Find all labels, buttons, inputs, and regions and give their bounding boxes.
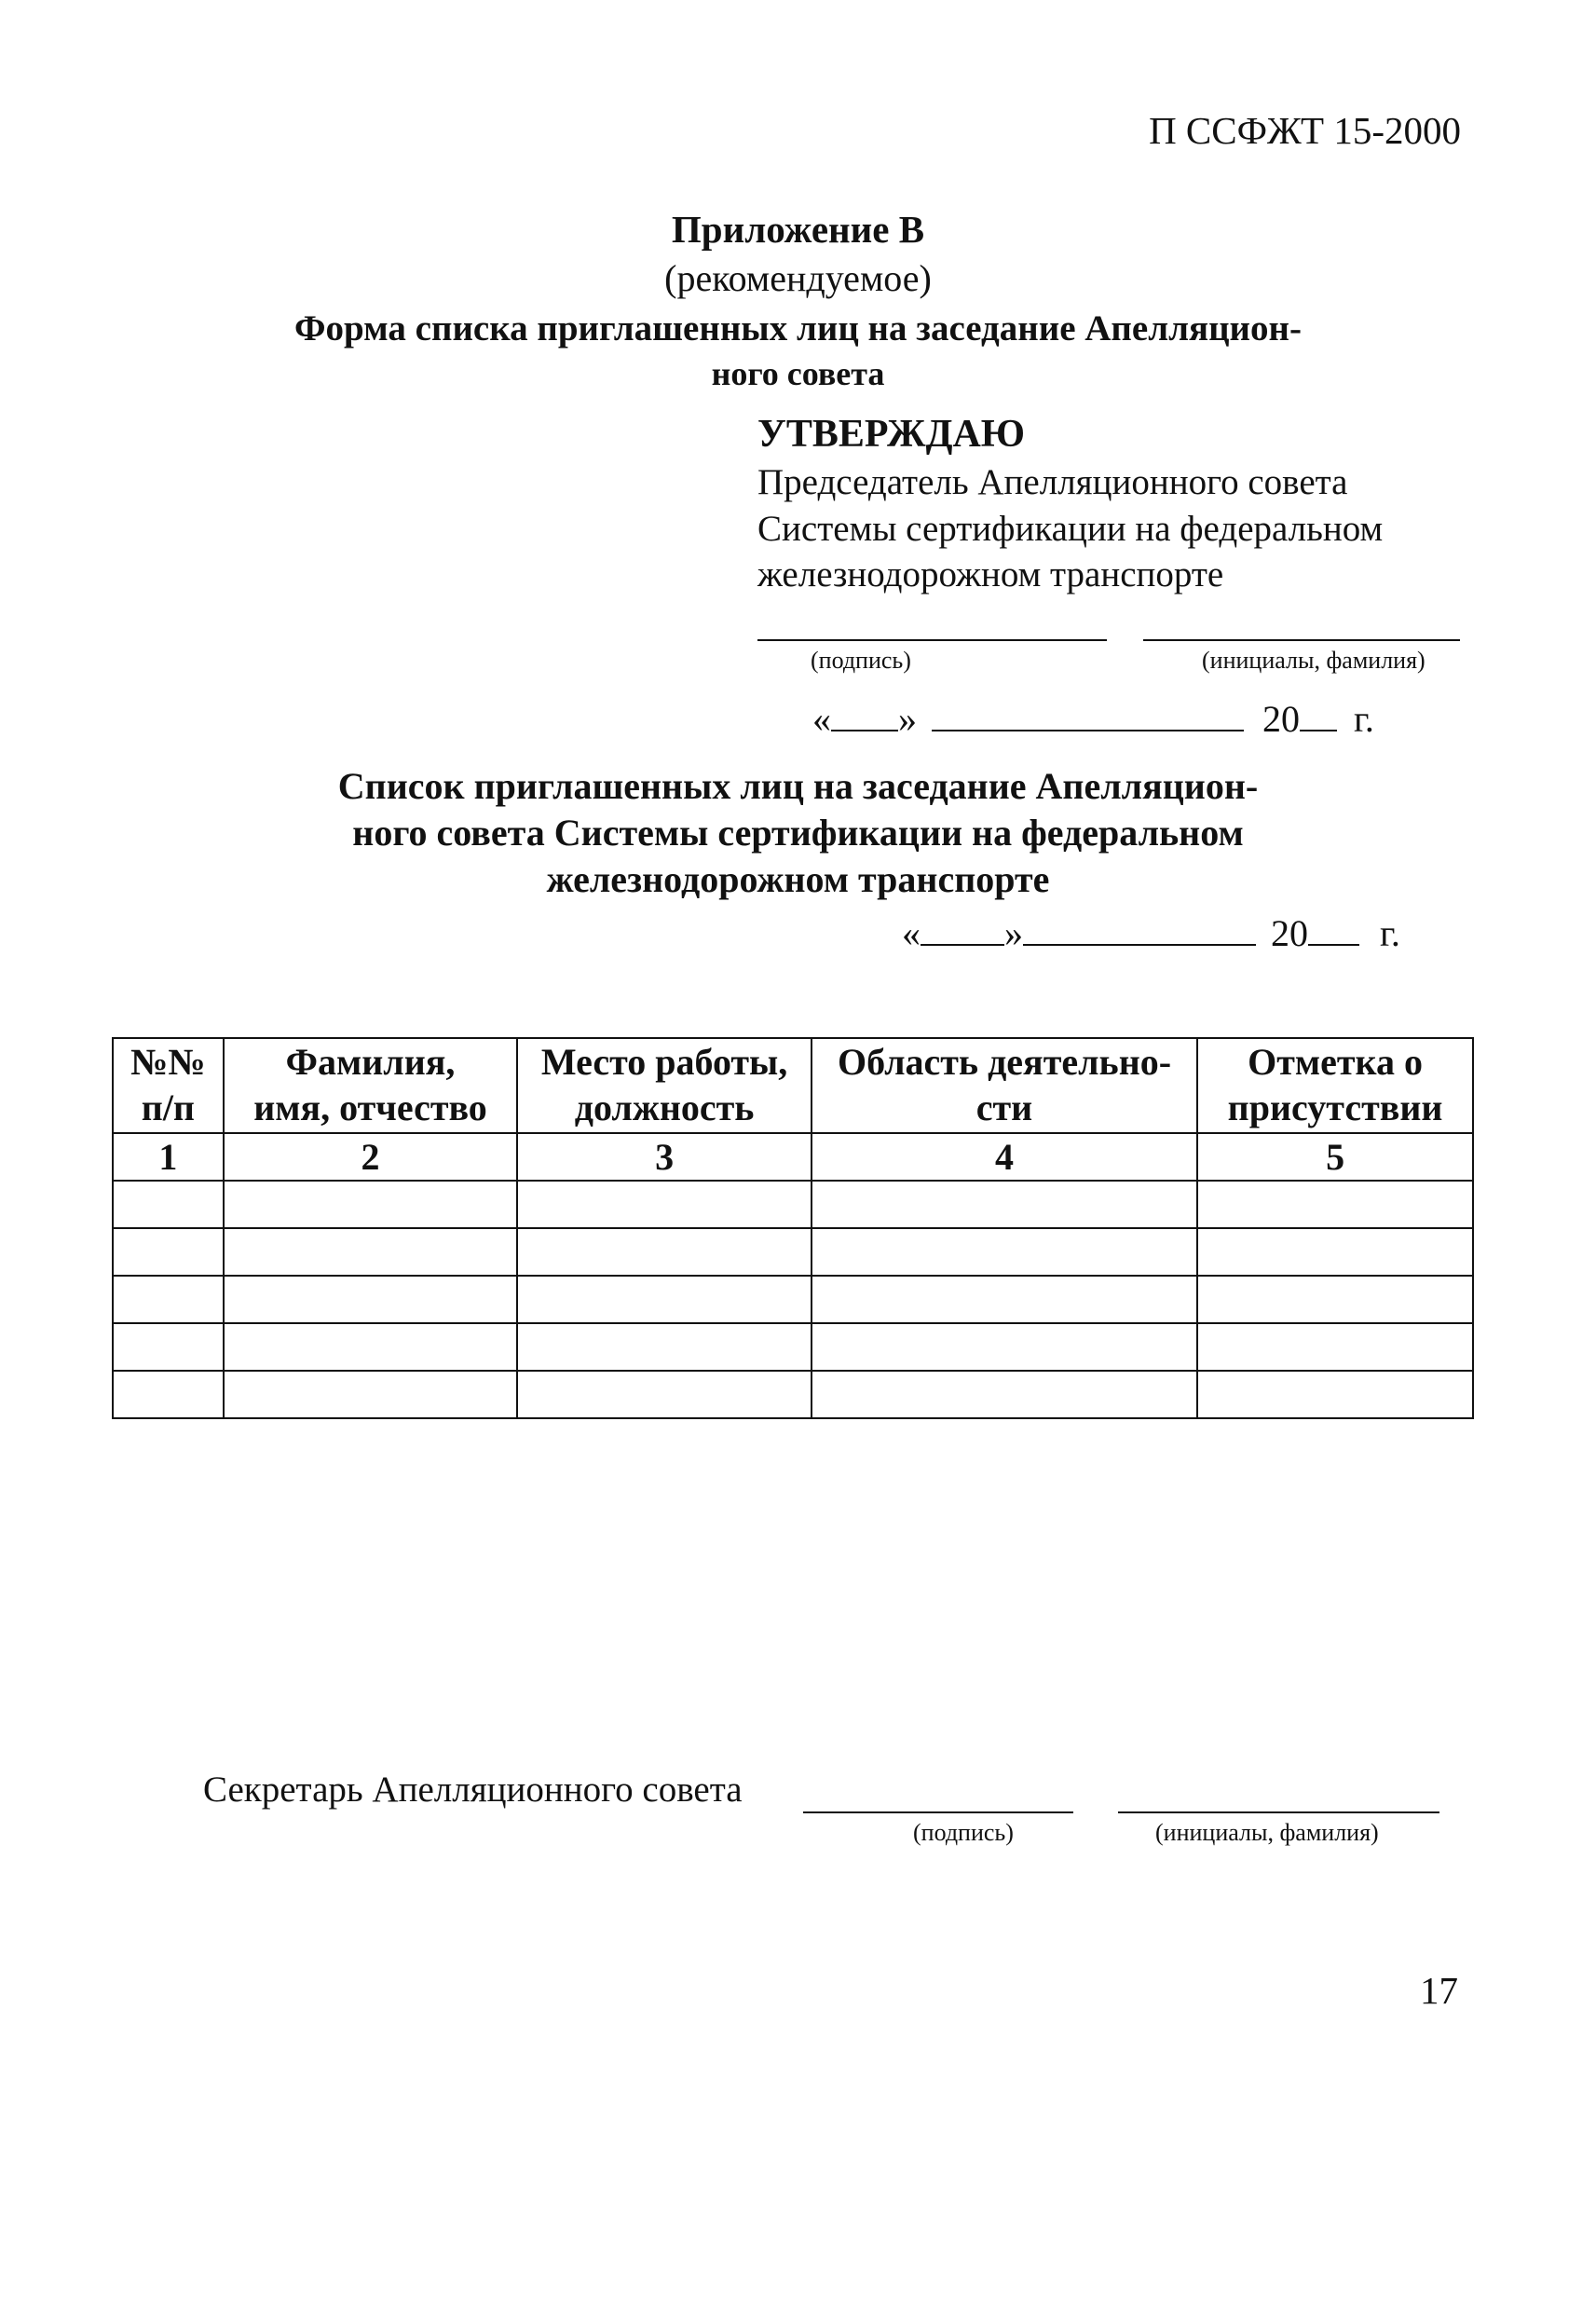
approval-month-field[interactable]	[932, 692, 1244, 731]
approval-quote-close: »	[898, 698, 917, 740]
approval-signature-line[interactable]	[757, 639, 1107, 641]
table-cell[interactable]	[224, 1228, 518, 1276]
table-cell[interactable]	[113, 1228, 224, 1276]
table-cell[interactable]	[224, 1276, 518, 1323]
table-cell[interactable]	[224, 1181, 518, 1228]
table-cell[interactable]	[812, 1228, 1197, 1276]
list-year-field[interactable]	[1308, 907, 1359, 946]
approval-day-field[interactable]	[831, 692, 898, 731]
table-cell[interactable]	[517, 1228, 812, 1276]
table-cell[interactable]	[113, 1276, 224, 1323]
table-cell[interactable]	[113, 1181, 224, 1228]
secretary-signature-line[interactable]	[803, 1811, 1073, 1813]
table-cell[interactable]	[517, 1371, 812, 1418]
column-number: 4	[812, 1133, 1197, 1181]
secretary-label: Секретарь Апелляционного совета	[203, 1770, 743, 1810]
approval-year-prefix: 20	[1262, 698, 1300, 740]
header-number: №№ п/п	[113, 1038, 224, 1133]
list-title-line-2: ного совета Системы сертификации на федеральном	[352, 812, 1244, 854]
document-code: П ССФЖТ 15-2000	[1149, 109, 1461, 152]
appendix-subtitle: (рекомендуемое)	[664, 257, 932, 299]
approval-quote-open: «	[812, 698, 831, 740]
page-number: 17	[1420, 1969, 1458, 2012]
secretary-signature-caption: (подпись)	[913, 1819, 1014, 1846]
table-cell[interactable]	[1197, 1323, 1473, 1371]
table-cell[interactable]	[517, 1276, 812, 1323]
table-row	[113, 1323, 1473, 1371]
column-number: 5	[1197, 1133, 1473, 1181]
table-cell[interactable]	[224, 1323, 518, 1371]
list-title-line-1: Список приглашенных лиц на заседание Апелляцион-	[337, 765, 1259, 807]
invited-persons-table	[112, 1037, 1474, 1419]
table-cell[interactable]	[1197, 1276, 1473, 1323]
list-quote-open: «	[902, 912, 921, 954]
header-activity-area: Область деятельно- сти	[812, 1038, 1197, 1133]
table-row	[113, 1181, 1473, 1228]
approval-line-1: Председатель Апелляционного совета	[757, 462, 1348, 502]
approval-line-3: железнодорожном транспорте	[757, 554, 1224, 595]
approval-name-line[interactable]	[1143, 639, 1460, 641]
table-cell[interactable]	[1197, 1371, 1473, 1418]
secretary-name-caption: (инициалы, фамилия)	[1155, 1819, 1379, 1846]
approval-heading: УТВЕРЖДАЮ	[757, 413, 1026, 456]
table-row	[113, 1371, 1473, 1418]
appendix-title: Приложение В	[671, 208, 925, 251]
list-quote-close: »	[1004, 912, 1023, 954]
table-cell[interactable]	[517, 1323, 812, 1371]
table-row	[113, 1228, 1473, 1276]
table-cell[interactable]	[812, 1276, 1197, 1323]
approval-year-field[interactable]	[1300, 692, 1337, 731]
list-year-prefix: 20	[1271, 912, 1308, 954]
approval-line-2: Системы сертификации на федеральном	[757, 509, 1384, 549]
form-title-line-2: ного совета	[711, 355, 885, 392]
column-number: 1	[113, 1133, 224, 1181]
header-full-name: Фамилия, имя, отчество	[224, 1038, 518, 1133]
column-number: 2	[224, 1133, 518, 1181]
list-year-suffix: г.	[1380, 912, 1400, 954]
list-date-line	[902, 907, 1400, 955]
table-cell[interactable]	[812, 1323, 1197, 1371]
list-title-line-3: железнодорожном транспорте	[546, 858, 1050, 900]
table-column-numbers-row	[113, 1133, 1473, 1181]
header-attendance-mark: Отметка о присутствии	[1197, 1038, 1473, 1133]
table-cell[interactable]	[517, 1181, 812, 1228]
table-cell[interactable]	[812, 1181, 1197, 1228]
form-title-line-1: Форма списка приглашенных лиц на заседание Апелляцион-	[294, 308, 1302, 349]
header-workplace: Место работы, должность	[517, 1038, 812, 1133]
table-row	[113, 1276, 1473, 1323]
approval-date-line	[812, 692, 1374, 741]
table-cell[interactable]	[113, 1323, 224, 1371]
approval-name-caption: (инициалы, фамилия)	[1202, 647, 1425, 674]
table-cell[interactable]	[1197, 1228, 1473, 1276]
secretary-name-line[interactable]	[1118, 1811, 1439, 1813]
table-cell[interactable]	[1197, 1181, 1473, 1228]
table-cell[interactable]	[113, 1371, 224, 1418]
table-cell[interactable]	[812, 1371, 1197, 1418]
column-number: 3	[517, 1133, 812, 1181]
approval-year-suffix: г.	[1354, 698, 1374, 740]
approval-signature-caption: (подпись)	[811, 647, 911, 674]
list-day-field[interactable]	[921, 907, 1004, 946]
table-header-row	[113, 1038, 1473, 1133]
table-cell[interactable]	[224, 1371, 518, 1418]
list-month-field[interactable]	[1023, 907, 1256, 946]
